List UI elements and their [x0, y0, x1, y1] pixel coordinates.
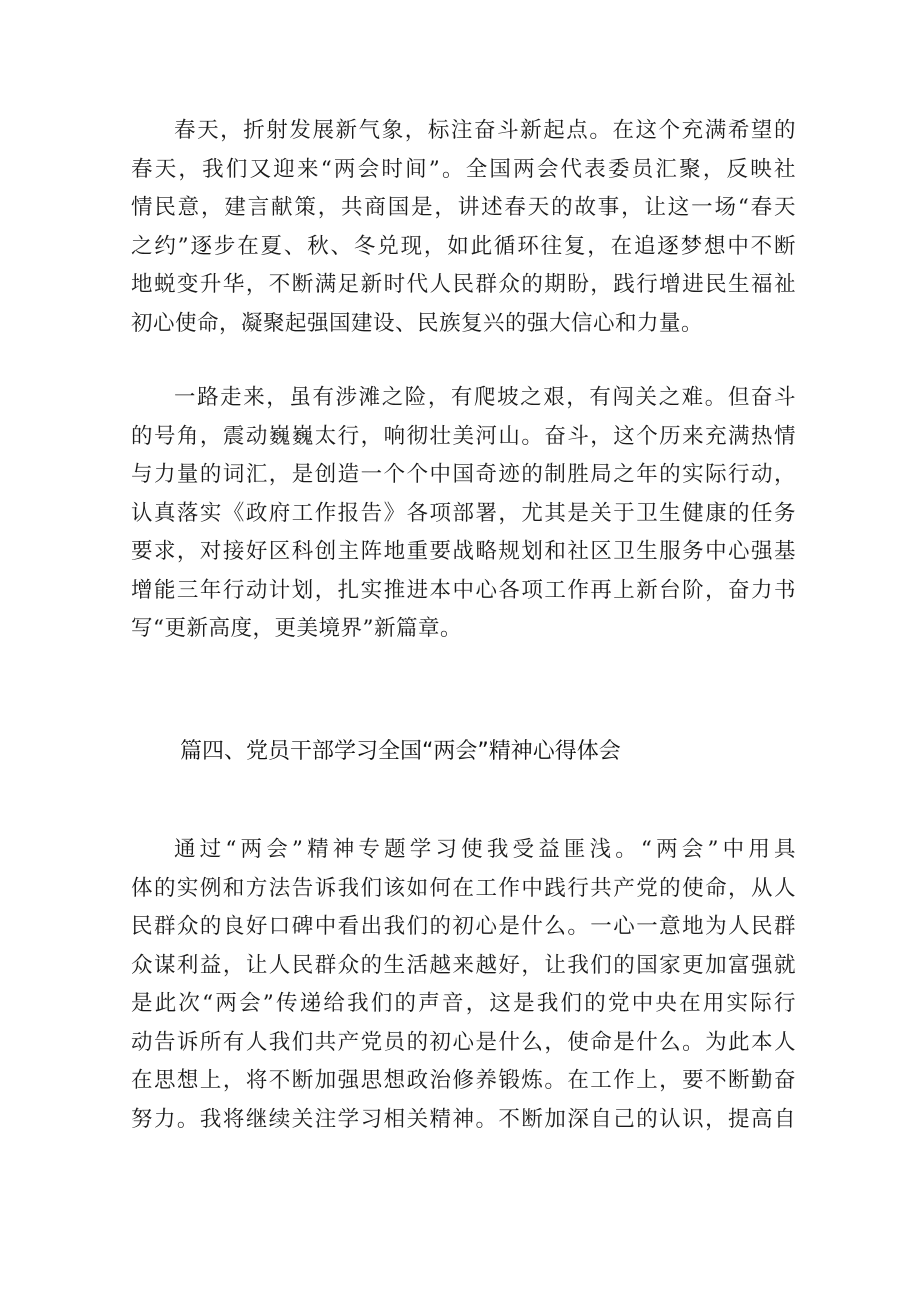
text-line: 情民意，建言献策，共商国是，讲述春天的故事，让这一场“春天: [131, 195, 796, 220]
text-line: 增能三年行动计划，扎实推进本中心各项工作再上新台阶，奋力书: [131, 577, 796, 603]
text-line: 民群众的良好口碑中看出我们的初心是什么。一心一意地为人民群: [131, 914, 796, 939]
text-line: 要求，对接好区科创主阵地重要战略规划和社区卫生服务中心强基: [131, 539, 796, 564]
text-line: 努力。我将继续关注学习相关精神。不断加深自己的认识，提高自: [131, 1106, 796, 1132]
text-line: 是此次“两会”传递给我们的声音，这是我们的党中央在用实际行: [131, 991, 796, 1016]
text-line: 初心使命，凝聚起强国建设、民族复兴的强大信心和力量。: [131, 310, 704, 336]
text-line: 写“更新高度，更美境界”新篇章。: [131, 616, 462, 641]
text-line: 之约”逐步在夏、秋、冬兑现，如此循环往复，在追逐梦想中不断: [131, 233, 796, 259]
paragraph-lianghui-study: [131, 831, 796, 1139]
paragraph-spring: [131, 112, 796, 343]
text-line: 认真落实《政府工作报告》各项部署，尤其是关于卫生健康的任务: [131, 500, 796, 526]
text-line: 众谋利益，让人民群众的生活越来越好，让我们的国家更加富强就: [131, 952, 796, 978]
text-line: 在思想上，将不断加强思想政治修养锻炼。在工作上，要不断勤奋: [131, 1068, 796, 1093]
text-line: 与力量的词汇，是创造一个个中国奇迹的制胜局之年的实际行动，: [131, 462, 796, 487]
text-line: 动告诉所有人我们共产党员的初心是什么，使命是什么。为此本人: [131, 1029, 796, 1055]
text-line: 地蜕变升华，不断满足新时代人民群众的期盼，践行增进民生福祉: [131, 272, 796, 297]
text-line: 春天，我们又迎来“两会时间”。全国两会代表委员汇聚，反映社: [131, 156, 796, 182]
paragraph-struggle: [131, 379, 796, 649]
text-line: 体的实例和方法告诉我们该如何在工作中践行共产党的使命，从人: [131, 875, 796, 901]
section-heading: 篇四、党员干部学习全国“两会”精神心得体会: [180, 739, 621, 764]
text-line: 通过“两会”精神专题学习使我受益匪浅。“两会”中用具: [174, 837, 796, 862]
text-line: 春天，折射发展新气象，标注奋斗新起点。在这个充满希望的: [174, 118, 796, 143]
text-line: 一路走来，虽有涉滩之险，有爬坡之艰，有闯关之难。但奋斗: [174, 385, 796, 410]
text-line: 的号角，震动巍巍太行，响彻壮美河山。奋斗，这个历来充满热情: [131, 423, 796, 449]
